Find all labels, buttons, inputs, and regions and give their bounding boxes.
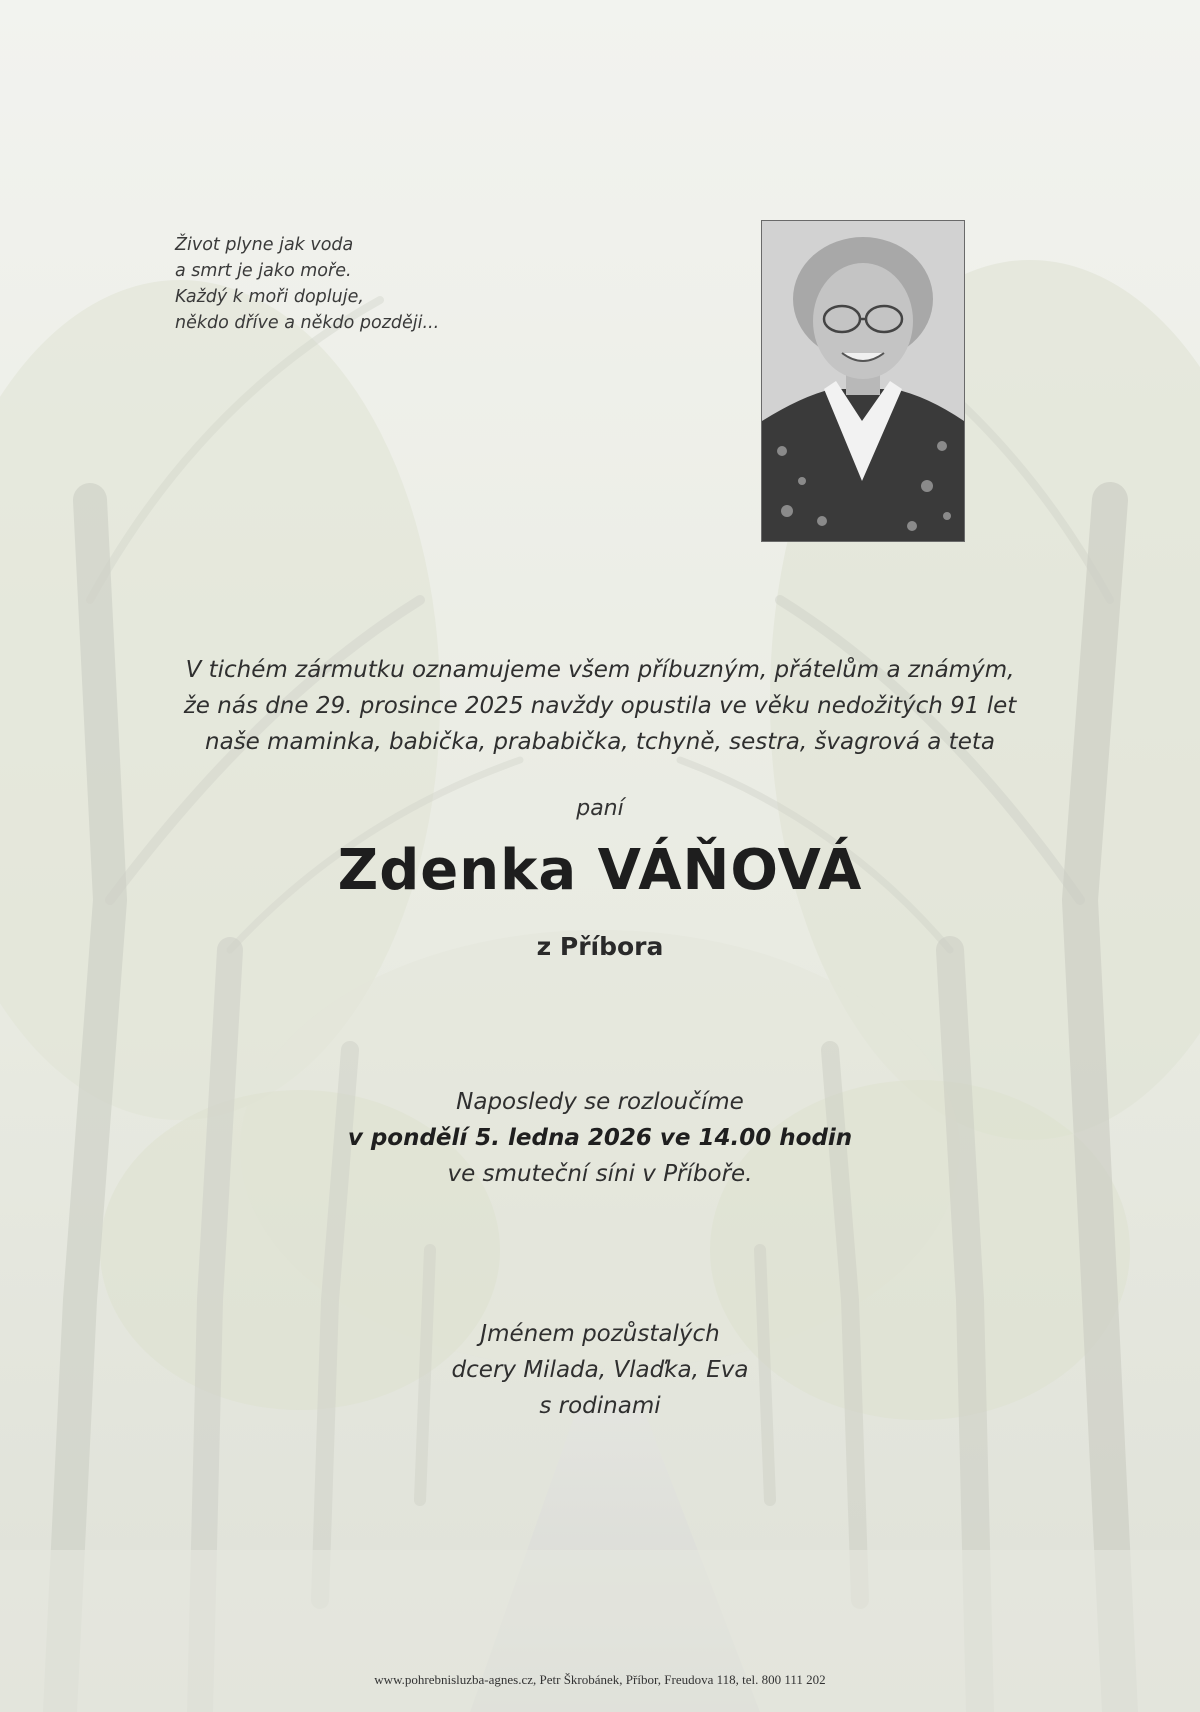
poem-line: Život plyne jak voda [175,235,354,255]
farewell-info [0,1084,1200,1192]
portrait-photo-icon [762,221,964,541]
footer-contact: www.pohrebnisluzba-agnes.cz, Petr Škrobánek, Příbor, Freudova 118, tel. 800 111 202 [374,1672,826,1687]
poem-line: někdo dříve a někdo později... [175,313,440,333]
announcement-line: že nás dne 29. prosince 2025 navždy opustila ve věku nedožitých 91 let [183,693,1017,719]
portrait-photo [761,220,965,542]
poem-line: a smrt je jako moře. [175,261,352,281]
announcement-line: naše maminka, babička, prababička, tchyně, sestra, švagrová a teta [205,729,995,755]
farewell-date-time: v pondělí 5. ledna 2026 ve 14.00 hodin [347,1125,853,1151]
family-line: dcery Milada, Vlaďka, Eva [451,1357,749,1383]
family-line: Jménem pozůstalých [480,1321,720,1347]
deceased-title: paní [576,796,624,821]
deceased-origin: z Příbora [536,932,664,961]
family-signature [0,1316,1200,1424]
announcement [0,652,1200,760]
farewell-location: ve smuteční síni v Příboře. [447,1161,753,1187]
family-line: s rodinami [539,1393,661,1419]
announcement-line: V tichém zármutku oznamujeme všem příbuzným, přátelům a známým, [185,657,1015,683]
poem-line: Každý k moři dopluje, [175,287,364,307]
deceased-name: Zdenka VÁŇOVÁ [337,838,863,903]
poem [175,232,535,336]
farewell-line: Naposledy se rozloučíme [456,1089,744,1115]
